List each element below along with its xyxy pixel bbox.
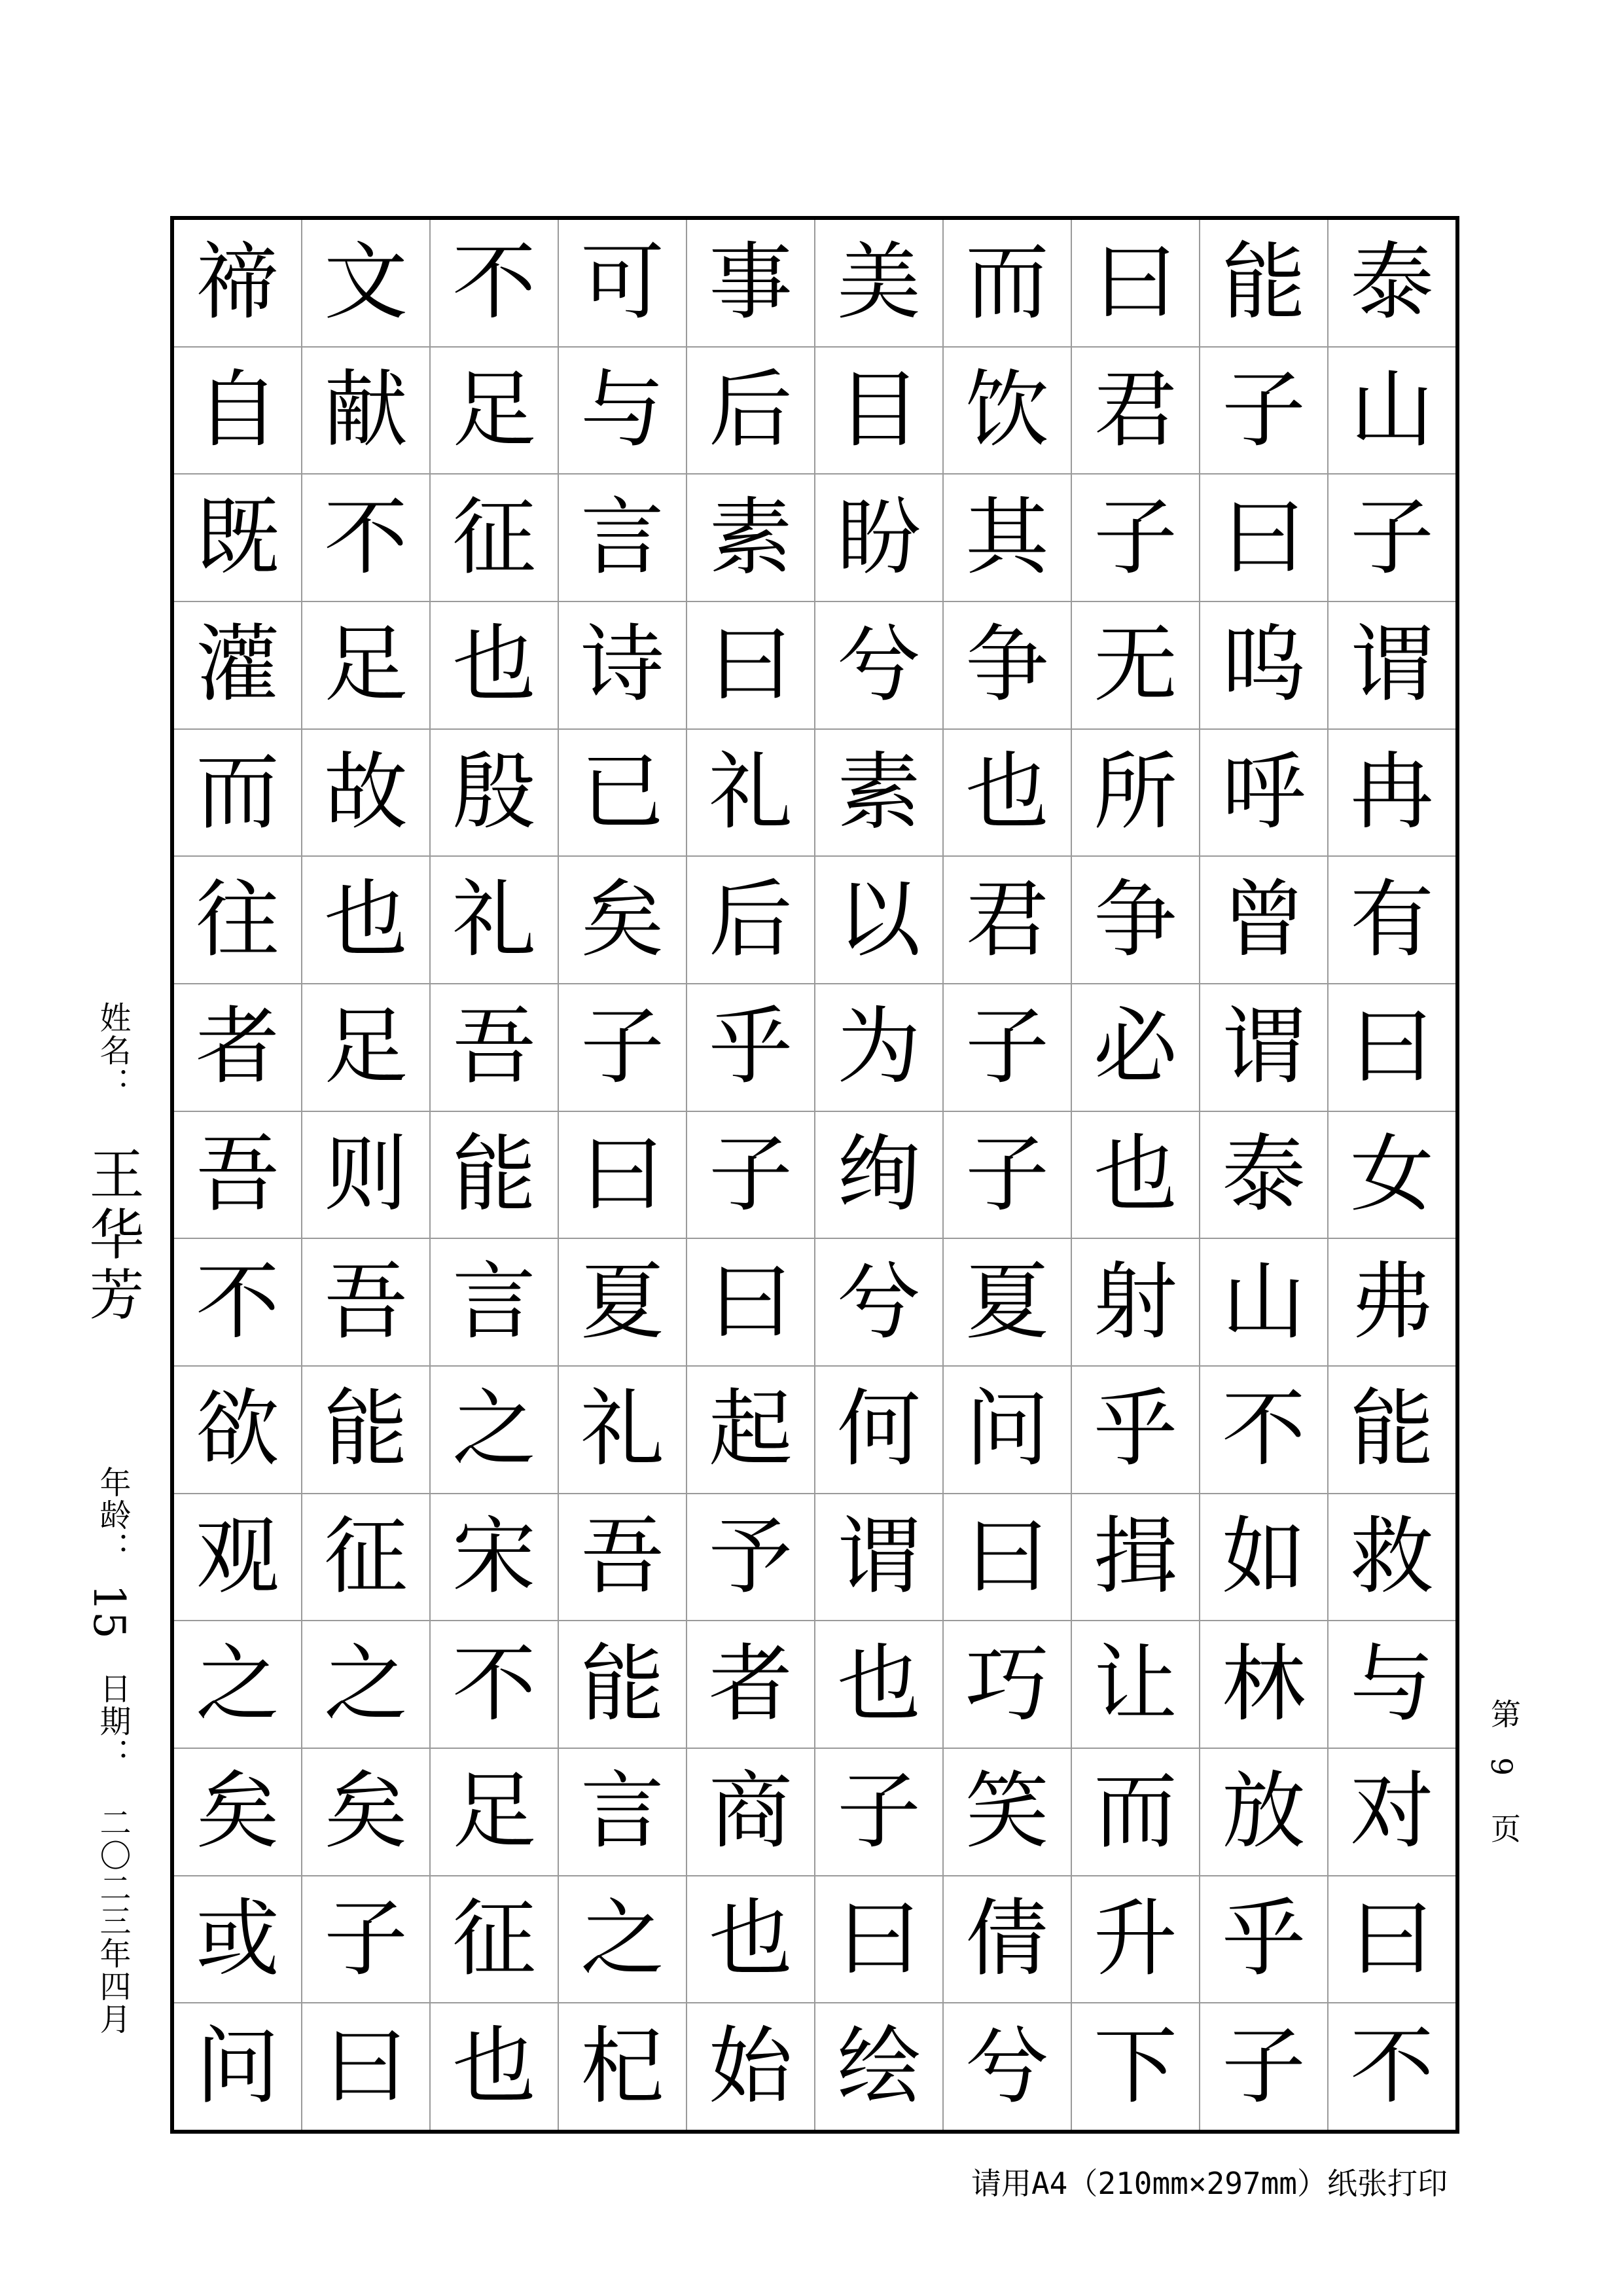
grid-cell: 绘 [815,2002,942,2130]
grid-column [429,220,558,2130]
grid-cell: 谓 [1200,983,1327,1111]
grid-cell: 事 [708,234,793,332]
grid-cell: 则 [302,1111,429,1238]
grid-cell: 升 [1072,1875,1199,2003]
grid-cell: 兮 [944,2002,1071,2130]
grid-column [686,220,814,2130]
grid-cell: 能 [1329,1365,1455,1493]
grid-cell: 放 [1200,1748,1327,1875]
grid-cell: 征 [302,1493,429,1621]
grid-cell: 揖 [1072,1493,1199,1621]
grid-column [1327,220,1455,2130]
grid-cell: 子 [944,983,1071,1111]
grid-column [174,220,301,2130]
grid-cell: 问 [174,2002,301,2130]
grid-cell: 山 [1329,346,1455,474]
grid-cell: 后 [687,855,814,983]
grid-cell: 足 [302,601,429,728]
grid-cell: 诗 [559,601,686,728]
grid-cell: 问 [944,1365,1071,1493]
grid-column [1071,220,1199,2130]
grid-cell: 而 [965,234,1049,332]
grid-cell: 乎 [1072,1365,1199,1493]
practice-date: 二〇二三年四月 [94,1806,131,2036]
grid-cell: 兮 [815,601,942,728]
grid-cell: 也 [1072,1111,1199,1238]
grid-cell: 也 [815,1620,942,1748]
grid-cell: 可 [580,234,664,332]
grid-cell: 杞 [559,2002,686,2130]
grid-cell: 之 [302,1620,429,1748]
grid-cell: 兮 [815,1238,942,1365]
grid-cell: 而 [174,728,301,856]
grid-cell: 足 [431,346,558,474]
grid-cell: 观 [174,1493,301,1621]
grid-cell: 盼 [815,473,942,601]
grid-cell: 始 [687,2002,814,2130]
grid-cell: 文 [323,234,408,332]
grid-cell: 吾 [431,983,558,1111]
grid-cell: 呼 [1200,728,1327,856]
grid-cell: 曾 [1200,855,1327,983]
grid-cell: 林 [1200,1620,1327,1748]
grid-cell: 曰 [559,1111,686,1238]
grid-cell: 冉 [1329,728,1455,856]
grid-cell: 争 [1072,855,1199,983]
grid-cell: 乎 [687,983,814,1111]
grid-cell: 君 [944,855,1071,983]
grid-cell: 必 [1072,983,1199,1111]
grid-cell: 不 [431,1620,558,1748]
grid-cell: 禘 [195,234,279,332]
grid-cell: 欲 [174,1365,301,1493]
grid-cell: 既 [174,473,301,601]
grid-column [558,220,686,2130]
name-label: 姓名： [94,1001,131,1100]
grid-column [301,220,429,2130]
grid-cell: 美 [836,234,921,332]
grid-cell: 言 [559,1748,686,1875]
grid-cell: 泰 [1349,234,1434,332]
grid-cell: 者 [174,983,301,1111]
grid-cell: 矣 [559,855,686,983]
grid-cell: 对 [1329,1748,1455,1875]
grid-cell: 曰 [1329,983,1455,1111]
grid-cell: 不 [452,234,536,332]
grid-cell: 所 [1072,728,1199,856]
grid-cell: 夏 [559,1238,686,1365]
grid-cell: 者 [687,1620,814,1748]
grid-cell: 自 [174,346,301,474]
grid-cell: 谓 [1329,601,1455,728]
grid-cell: 吾 [302,1238,429,1365]
grid-cell: 下 [1072,2002,1199,2130]
grid-cell: 曰 [944,1493,1071,1621]
grid-cell: 言 [431,1238,558,1365]
grid-cell: 之 [174,1620,301,1748]
grid-cell: 子 [944,1111,1071,1238]
grid-cell: 如 [1200,1493,1327,1621]
page-number: 9 [1484,1757,1518,1776]
page-label: 第 [1486,1698,1522,1729]
grid-cell: 倩 [944,1875,1071,2003]
grid-cell: 争 [944,601,1071,728]
grid-cell: 子 [687,1111,814,1238]
grid-cell: 射 [1072,1238,1199,1365]
grid-cell: 之 [431,1365,558,1493]
grid-cell: 不 [1329,2002,1455,2130]
grid-cell: 女 [1329,1111,1455,1238]
grid-cell: 征 [431,1875,558,2003]
grid-cell: 不 [174,1238,301,1365]
grid-cell: 绚 [815,1111,942,1238]
grid-cell: 子 [1200,2002,1327,2130]
grid-cell: 无 [1072,601,1199,728]
grid-column [942,220,1071,2130]
grid-cell: 已 [559,728,686,856]
grid-cell: 不 [302,473,429,601]
grid-cell: 或 [174,1875,301,2003]
grid-column [814,220,942,2130]
grid-cell: 素 [815,728,942,856]
grid-cell: 有 [1329,855,1455,983]
age-label: 年龄： [94,1466,131,1564]
student-age: 15 [84,1584,134,1639]
grid-cell: 以 [815,855,942,983]
grid-cell: 礼 [687,728,814,856]
grid-cell: 何 [815,1365,942,1493]
grid-cell: 也 [431,2002,558,2130]
grid-cell: 征 [431,473,558,601]
grid-cell: 子 [1072,473,1199,601]
grid-cell: 能 [559,1620,686,1748]
grid-cell: 不 [1200,1365,1327,1493]
grid-cell: 也 [431,601,558,728]
grid-cell: 曰 [302,2002,429,2130]
grid-cell: 予 [687,1493,814,1621]
grid-cell: 也 [944,728,1071,856]
grid-cell: 也 [302,855,429,983]
grid-cell: 子 [1200,346,1327,474]
grid-cell: 曰 [1329,1875,1455,2003]
grid-cell: 也 [687,1875,814,2003]
practice-grid-columns [174,220,1455,2130]
grid-cell: 弗 [1329,1238,1455,1365]
grid-cell: 曰 [1093,234,1177,332]
grid-cell: 饮 [944,346,1071,474]
page-suffix: 页 [1486,1813,1522,1843]
grid-cell: 泰 [1200,1111,1327,1238]
grid-cell: 曰 [687,1238,814,1365]
student-name: 王华芳 [80,1145,145,1326]
grid-cell: 能 [302,1365,429,1493]
grid-cell: 子 [302,1875,429,2003]
grid-cell: 商 [687,1748,814,1875]
grid-cell: 而 [1072,1748,1199,1875]
grid-cell: 矣 [302,1748,429,1875]
grid-cell: 与 [559,346,686,474]
grid-cell: 殷 [431,728,558,856]
grid-cell: 子 [815,1748,942,1875]
grid-column [1199,220,1327,2130]
grid-cell: 礼 [431,855,558,983]
grid-cell: 山 [1200,1238,1327,1365]
date-label: 日期： [94,1672,131,1770]
grid-cell: 后 [687,346,814,474]
grid-cell: 之 [559,1875,686,2003]
grid-cell: 与 [1329,1620,1455,1748]
grid-cell: 宋 [431,1493,558,1621]
grid-cell: 谓 [815,1493,942,1621]
grid-cell: 矣 [174,1748,301,1875]
grid-cell: 能 [431,1111,558,1238]
grid-cell: 曰 [1200,473,1327,601]
grid-cell: 乎 [1200,1875,1327,2003]
grid-cell: 素 [687,473,814,601]
grid-cell: 往 [174,855,301,983]
grid-cell: 故 [302,728,429,856]
grid-cell: 灌 [174,601,301,728]
grid-cell: 吾 [174,1111,301,1238]
grid-cell: 曰 [687,601,814,728]
print-instruction: 请用A4（210mm×297mm）纸张打印 [971,2166,1448,2201]
grid-cell: 让 [1072,1620,1199,1748]
grid-cell: 为 [815,983,942,1111]
grid-cell: 其 [944,473,1071,601]
grid-cell: 起 [687,1365,814,1493]
grid-cell: 吾 [559,1493,686,1621]
grid-cell: 目 [815,346,942,474]
grid-cell: 呜 [1200,601,1327,728]
grid-cell: 足 [302,983,429,1111]
grid-cell: 夏 [944,1238,1071,1365]
practice-grid [170,216,1459,2134]
grid-cell: 足 [431,1748,558,1875]
grid-cell: 巧 [944,1620,1071,1748]
grid-cell: 献 [302,346,429,474]
grid-cell: 救 [1329,1493,1455,1621]
grid-cell: 君 [1072,346,1199,474]
grid-cell: 子 [559,983,686,1111]
grid-cell: 子 [1329,473,1455,601]
grid-cell: 礼 [559,1365,686,1493]
grid-cell: 曰 [815,1875,942,2003]
grid-cell: 能 [1221,234,1306,332]
grid-cell: 笑 [944,1748,1071,1875]
grid-cell: 言 [559,473,686,601]
